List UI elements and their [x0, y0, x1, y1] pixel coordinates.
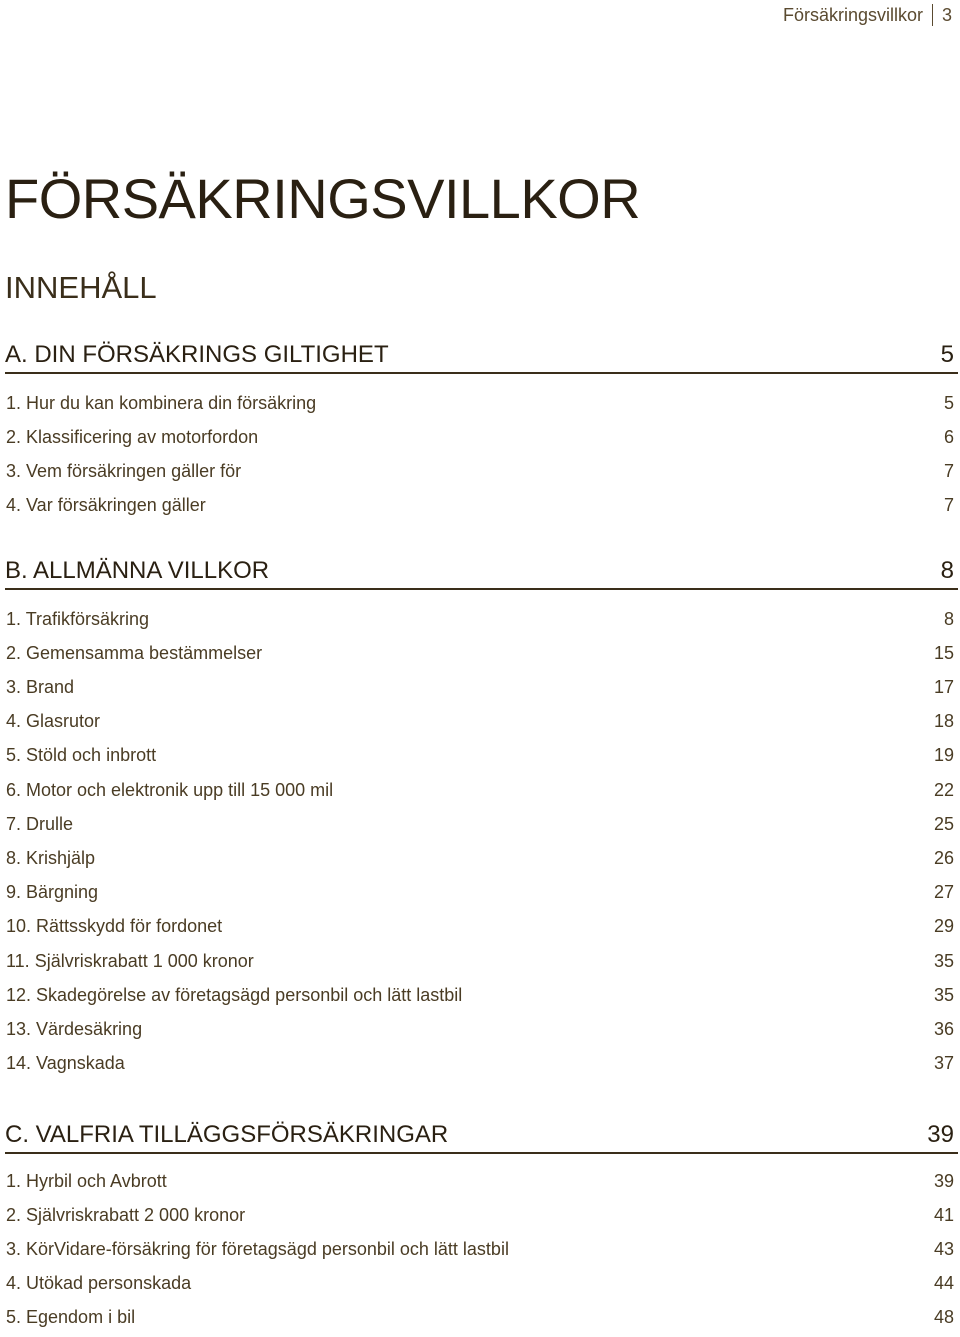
toc-entry-page: 18: [933, 711, 954, 732]
toc-entry[interactable]: [6, 843, 954, 873]
toc-entry-label: 13. Värdesäkring: [6, 1018, 143, 1039]
toc-entry-page: 22: [933, 779, 954, 800]
toc-entry-page: 29: [933, 916, 954, 937]
toc-entry[interactable]: [6, 1303, 954, 1333]
toc-entry-page: 6: [943, 426, 954, 447]
toc-entry-label: 3. KörVidare-försäkring för företagsägd personbil och lätt lastbil: [6, 1238, 509, 1259]
section-title: A. DIN FÖRSÄKRINGS GILTIGHET: [5, 341, 389, 368]
toc-entry-label: 1. Hur du kan kombinera din försäkring: [6, 392, 317, 413]
toc-entry-page: 27: [933, 882, 954, 903]
toc-entry[interactable]: [6, 809, 954, 839]
toc-entry-label: 7. Drulle: [6, 813, 74, 834]
toc-entry-page: 8: [943, 608, 954, 629]
running-header: [783, 4, 952, 26]
toc-entry-label: 5. Egendom i bil: [6, 1307, 136, 1328]
toc-entry[interactable]: [6, 456, 954, 486]
toc-entry-page: 15: [933, 642, 954, 663]
toc-entry[interactable]: [6, 604, 954, 634]
toc-entry[interactable]: [6, 638, 954, 668]
toc-entry-label: 4. Utökad personskada: [6, 1273, 192, 1294]
section-page-number: 39: [927, 1121, 954, 1148]
toc-entry-page: 36: [933, 1018, 954, 1039]
toc-entry-label: 1. Trafikförsäkring: [6, 608, 150, 629]
toc-entry-page: 7: [943, 495, 954, 516]
document-title: FÖRSÄKRINGSVILLKOR: [5, 167, 641, 230]
toc-entry-label: 4. Var försäkringen gäller: [6, 495, 206, 516]
toc-entry-page: 7: [943, 460, 954, 481]
toc-entry-page: 19: [933, 745, 954, 766]
toc-entry-page: 26: [933, 847, 954, 868]
section-page-number: 5: [940, 341, 954, 368]
page-number: 3: [941, 4, 952, 25]
toc-entry[interactable]: [6, 1166, 954, 1196]
toc-entry-page: 37: [933, 1053, 954, 1074]
toc-entry-page: 44: [933, 1273, 954, 1294]
toc-entry-page: 43: [933, 1238, 954, 1259]
toc-entry[interactable]: [6, 912, 954, 942]
toc-entry[interactable]: [6, 741, 954, 771]
toc-entry[interactable]: [6, 422, 954, 452]
toc-entry-label: 12. Skadegörelse av företagsägd personbil och lätt lastbil: [6, 984, 463, 1005]
toc-entry[interactable]: [6, 980, 954, 1010]
toc-entry-label: 10. Rättsskydd för fordonet: [6, 916, 223, 937]
toc-entry-page: 25: [933, 813, 954, 834]
toc-entry-page: 35: [933, 950, 954, 971]
toc-entry[interactable]: [6, 1049, 954, 1079]
toc-entry-label: 1. Hyrbil och Avbrott: [6, 1170, 167, 1191]
toc-entry-page: 48: [933, 1307, 954, 1328]
toc-entry[interactable]: [6, 775, 954, 805]
toc-entry-label: 4. Glasrutor: [6, 711, 101, 732]
contents-heading: INNEHÅLL: [5, 270, 157, 305]
toc-entry[interactable]: [6, 491, 954, 521]
section-title: C. VALFRIA TILLÄGGSFÖRSÄKRINGAR: [5, 1121, 449, 1148]
toc-section-heading[interactable]: [5, 338, 958, 374]
header-divider: [932, 4, 933, 26]
toc-entry-label: 5. Stöld och inbrott: [6, 745, 157, 766]
toc-entry[interactable]: [6, 1269, 954, 1299]
toc-entry-label: 6. Motor och elektronik upp till 15 000 mil: [6, 779, 334, 800]
toc-section-heading[interactable]: [5, 1118, 958, 1154]
toc-entry-label: 2. Klassificering av motorfordon: [6, 426, 259, 447]
toc-entry[interactable]: [6, 707, 954, 737]
toc-entry[interactable]: [6, 946, 954, 976]
toc-entry[interactable]: [6, 878, 954, 908]
running-title: Försäkringsvillkor: [782, 4, 923, 25]
toc-entry-label: 2. Gemensamma bestämmelser: [6, 642, 263, 663]
toc-entry[interactable]: [6, 672, 954, 702]
toc-entry[interactable]: [6, 1014, 954, 1044]
toc-entry-label: 8. Krishjälp: [6, 847, 96, 868]
toc-entry[interactable]: [6, 388, 954, 418]
toc-entry-label: 9. Bärgning: [6, 882, 99, 903]
toc-entry-label: 11. Självriskrabatt 1 000 kronor: [6, 950, 254, 971]
toc-entry-page: 35: [933, 984, 954, 1005]
toc-section-heading[interactable]: [5, 554, 958, 590]
toc-entry-page: 39: [933, 1170, 954, 1191]
toc-entry-page: 17: [933, 676, 954, 697]
toc-entry[interactable]: [6, 1234, 954, 1264]
toc-entry-label: 14. Vagnskada: [6, 1053, 125, 1074]
toc-entry[interactable]: [6, 1200, 954, 1230]
section-title: B. ALLMÄNNA VILLKOR: [5, 557, 270, 584]
toc-entry-label: 3. Brand: [6, 676, 75, 697]
toc-entry-label: 3. Vem försäkringen gäller för: [6, 460, 242, 481]
toc-entry-label: 2. Självriskrabatt 2 000 kronor: [6, 1204, 246, 1225]
section-page-number: 8: [940, 557, 954, 584]
toc-entry-page: 41: [933, 1204, 954, 1225]
toc-entry-page: 5: [943, 392, 954, 413]
